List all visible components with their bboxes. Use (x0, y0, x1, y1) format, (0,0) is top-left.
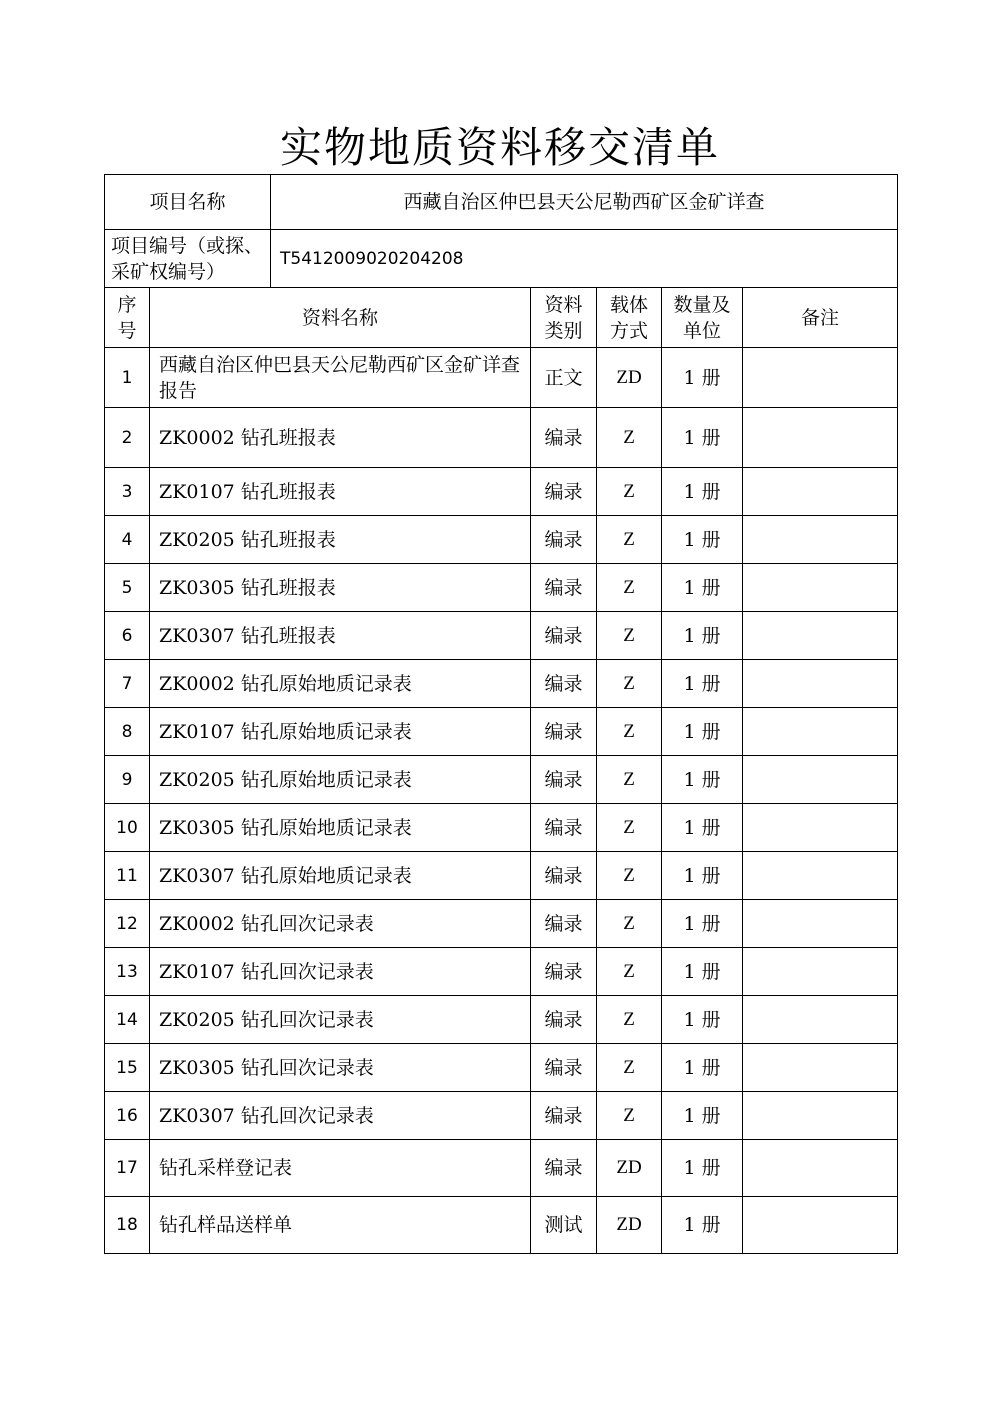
document-title: 实物地质资料移交清单 (279, 123, 720, 172)
table-row (105, 852, 898, 900)
row-name: ZK0002 钻孔班报表 (150, 408, 531, 468)
row-name: ZK0307 钻孔回次记录表 (150, 1092, 531, 1140)
row-seq: 5 (105, 564, 150, 612)
project-code-value: T5412009020204208 (271, 230, 898, 288)
row-carrier: Z (597, 612, 662, 660)
row-remark (743, 900, 898, 948)
row-seq: 15 (105, 1044, 150, 1092)
row-remark (743, 708, 898, 756)
row-carrier: Z (597, 468, 662, 516)
row-quantity: 1 册 (662, 408, 743, 468)
row-quantity: 1 册 (662, 756, 743, 804)
header-seq (105, 288, 150, 348)
row-quantity: 1 册 (662, 516, 743, 564)
table-row (105, 564, 898, 612)
table-row (105, 660, 898, 708)
row-name: ZK0305 钻孔班报表 (150, 564, 531, 612)
row-remark (743, 660, 898, 708)
row-carrier: Z (597, 948, 662, 996)
row-name: ZK0107 钻孔回次记录表 (150, 948, 531, 996)
row-name: ZK0205 钻孔班报表 (150, 516, 531, 564)
header-quantity (662, 288, 743, 348)
row-quantity: 1 册 (662, 948, 743, 996)
row-remark (743, 516, 898, 564)
row-category: 编录 (531, 852, 597, 900)
row-name: 钻孔样品送样单 (150, 1197, 531, 1254)
row-remark (743, 996, 898, 1044)
row-seq: 14 (105, 996, 150, 1044)
row-quantity: 1 册 (662, 564, 743, 612)
header-row (105, 288, 898, 348)
row-category: 编录 (531, 516, 597, 564)
row-seq: 1 (105, 348, 150, 408)
row-carrier: ZD (597, 1197, 662, 1254)
table-row (105, 1140, 898, 1197)
header-quantity-text: 数量及单位 (673, 293, 731, 342)
row-quantity: 1 册 (662, 996, 743, 1044)
row-category: 编录 (531, 900, 597, 948)
table-row (105, 948, 898, 996)
row-remark (743, 468, 898, 516)
table-row (105, 612, 898, 660)
row-quantity: 1 册 (662, 348, 743, 408)
table-row (105, 1197, 898, 1254)
row-quantity: 1 册 (662, 1044, 743, 1092)
row-quantity: 1 册 (662, 804, 743, 852)
table-row (105, 756, 898, 804)
row-carrier: Z (597, 708, 662, 756)
row-category: 编录 (531, 612, 597, 660)
row-seq: 11 (105, 852, 150, 900)
row-quantity: 1 册 (662, 1092, 743, 1140)
row-quantity: 1 册 (662, 612, 743, 660)
row-seq: 17 (105, 1140, 150, 1197)
project-code-label: 项目编号（或探、采矿权编号） (105, 230, 271, 288)
row-remark (743, 348, 898, 408)
row-category: 编录 (531, 708, 597, 756)
row-quantity: 1 册 (662, 660, 743, 708)
project-name-label: 项目名称 (105, 175, 271, 230)
row-category: 正文 (531, 348, 597, 408)
row-carrier: ZD (597, 348, 662, 408)
row-seq: 6 (105, 612, 150, 660)
project-code-row (105, 230, 898, 288)
row-quantity: 1 册 (662, 1140, 743, 1197)
row-name: 西藏自治区仲巴县天公尼勒西矿区金矿详查报告 (150, 348, 531, 408)
header-name: 资料名称 (150, 288, 531, 348)
row-carrier: Z (597, 564, 662, 612)
row-seq: 18 (105, 1197, 150, 1254)
table-row (105, 1092, 898, 1140)
row-seq: 10 (105, 804, 150, 852)
row-seq: 13 (105, 948, 150, 996)
row-seq: 4 (105, 516, 150, 564)
row-remark (743, 1092, 898, 1140)
row-carrier: Z (597, 900, 662, 948)
row-category: 测试 (531, 1197, 597, 1254)
table-row (105, 900, 898, 948)
header-carrier (597, 288, 662, 348)
table-row (105, 468, 898, 516)
row-category: 编录 (531, 756, 597, 804)
table-row (105, 516, 898, 564)
header-carrier-text: 载体方式 (610, 293, 649, 342)
row-name: ZK0107 钻孔原始地质记录表 (150, 708, 531, 756)
header-seq-text: 序号 (117, 293, 137, 342)
row-name: ZK0305 钻孔原始地质记录表 (150, 804, 531, 852)
row-carrier: Z (597, 516, 662, 564)
row-remark (743, 612, 898, 660)
row-quantity: 1 册 (662, 468, 743, 516)
row-category: 编录 (531, 408, 597, 468)
row-category: 编录 (531, 660, 597, 708)
row-category: 编录 (531, 468, 597, 516)
row-name: 钻孔采样登记表 (150, 1140, 531, 1197)
project-name-value: 西藏自治区仲巴县天公尼勒西矿区金矿详查 (271, 175, 898, 230)
header-remark: 备注 (743, 288, 898, 348)
row-carrier: Z (597, 1044, 662, 1092)
row-remark (743, 1197, 898, 1254)
row-seq: 8 (105, 708, 150, 756)
row-remark (743, 948, 898, 996)
row-remark (743, 1140, 898, 1197)
row-carrier: Z (597, 1092, 662, 1140)
row-carrier: Z (597, 660, 662, 708)
row-name: ZK0205 钻孔原始地质记录表 (150, 756, 531, 804)
row-carrier: Z (597, 804, 662, 852)
row-carrier: Z (597, 852, 662, 900)
row-carrier: Z (597, 756, 662, 804)
row-remark (743, 852, 898, 900)
table-row (105, 996, 898, 1044)
row-seq: 7 (105, 660, 150, 708)
row-carrier: ZD (597, 1140, 662, 1197)
row-category: 编录 (531, 996, 597, 1044)
row-seq: 16 (105, 1092, 150, 1140)
table-row (105, 408, 898, 468)
row-seq: 2 (105, 408, 150, 468)
row-quantity: 1 册 (662, 708, 743, 756)
row-name: ZK0205 钻孔回次记录表 (150, 996, 531, 1044)
row-name: ZK0307 钻孔班报表 (150, 612, 531, 660)
row-quantity: 1 册 (662, 900, 743, 948)
row-category: 编录 (531, 1140, 597, 1197)
row-carrier: Z (597, 408, 662, 468)
row-remark (743, 804, 898, 852)
row-category: 编录 (531, 804, 597, 852)
row-remark (743, 564, 898, 612)
row-quantity: 1 册 (662, 852, 743, 900)
row-name: ZK0307 钻孔原始地质记录表 (150, 852, 531, 900)
header-category-text: 资料类别 (544, 293, 583, 342)
row-name: ZK0002 钻孔原始地质记录表 (150, 660, 531, 708)
row-name: ZK0305 钻孔回次记录表 (150, 1044, 531, 1092)
project-name-row (105, 175, 898, 230)
row-seq: 9 (105, 756, 150, 804)
row-seq: 12 (105, 900, 150, 948)
row-remark (743, 408, 898, 468)
row-category: 编录 (531, 948, 597, 996)
table-row (105, 348, 898, 408)
transfer-list-table (104, 174, 898, 1254)
table-row (105, 708, 898, 756)
row-remark (743, 1044, 898, 1092)
row-seq: 3 (105, 468, 150, 516)
table-row (105, 1044, 898, 1092)
header-category (531, 288, 597, 348)
row-category: 编录 (531, 564, 597, 612)
row-category: 编录 (531, 1092, 597, 1140)
row-remark (743, 756, 898, 804)
row-name: ZK0107 钻孔班报表 (150, 468, 531, 516)
table-row (105, 804, 898, 852)
row-carrier: Z (597, 996, 662, 1044)
row-category: 编录 (531, 1044, 597, 1092)
row-name: ZK0002 钻孔回次记录表 (150, 900, 531, 948)
row-quantity: 1 册 (662, 1197, 743, 1254)
